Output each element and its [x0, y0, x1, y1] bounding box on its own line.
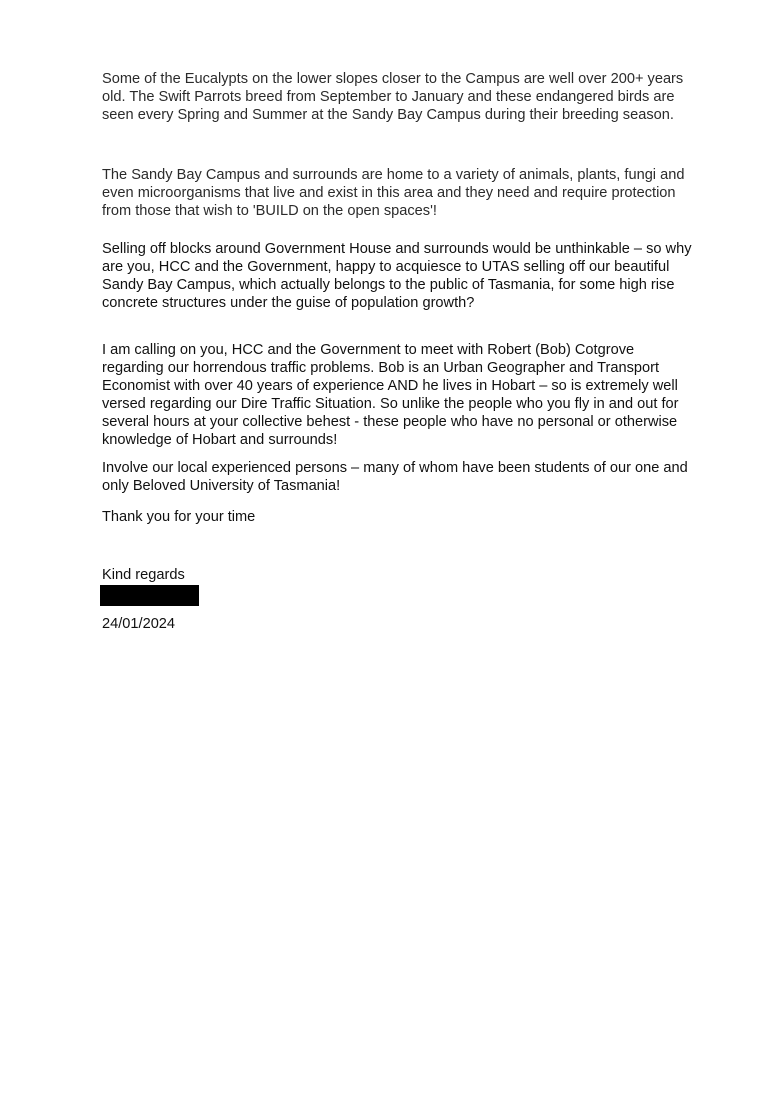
- paragraph-campus-habitat: The Sandy Bay Campus and surrounds are home to a variety of animals, plants, fungi and even microorganisms that live and exist in this area and they need and require protection from those that wish to 'BUILD on the open spaces'!: [102, 167, 685, 219]
- paragraph-traffic-expert: I am calling on you, HCC and the Government to meet with Robert (Bob) Cotgrove regarding our horrendous traffic problems. Bob is an Urban Geographer and Transport Economist with over 40 years of experience AND he lives in Hobart – so is extremely well versed regarding our Dire Traffic Situation. So unlike the people who you fly in and out for several hours at your collective behest - these people who have no personal or otherwise knowledge of Hobart and surrounds!: [102, 342, 679, 448]
- redacted-signature-block: [100, 585, 199, 606]
- paragraph-eucalypts: Some of the Eucalypts on the lower slopes closer to the Campus are well over 200+ years old. The Swift Parrots breed from September to January and these endangered birds are seen every Spring and Summer at the Sandy Bay Campus during their breeding season.: [102, 71, 684, 123]
- paragraph-selling-blocks: Selling off blocks around Government House and surrounds would be unthinkable – so why are you, HCC and the Government, happy to acquiesce to UTAS selling off our beautiful Sandy Bay Campus, which actually belongs to the public of Tasmania, for some high rise concrete structures under the guise of population growth?: [102, 241, 692, 311]
- letter-date: 24/01/2024: [102, 616, 176, 632]
- paragraph-local-persons: Involve our local experienced persons – many of whom have been students of our one and only Beloved University of Tasmania!: [102, 460, 688, 494]
- closing-salutation: Kind regards: [102, 567, 185, 583]
- paragraph-thanks: Thank you for your time: [102, 509, 256, 525]
